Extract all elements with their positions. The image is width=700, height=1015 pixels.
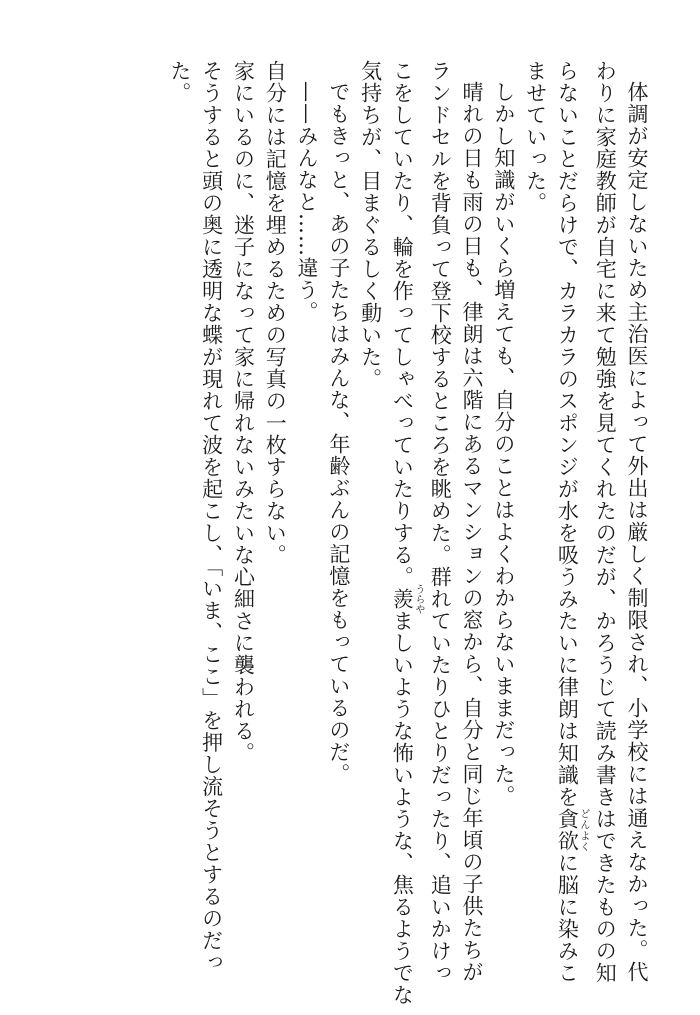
furigana-ruby: 貪欲どんよく	[555, 808, 589, 852]
text-line: 気持ちが、目まぐるしく動いた。	[358, 60, 383, 390]
body-text	[163, 60, 652, 1006]
text-line: 自分には記憶を埋めるための写真の一枚すらない。	[263, 60, 288, 566]
furigana-ruby: 羨うらや	[390, 584, 424, 614]
text-line: ませていった。	[523, 60, 548, 214]
text-line: らないことだらけで、カラカラのスポンジが水を吸うみたいに律朗は知識を貪欲どんよくに脳に染みこ	[555, 60, 589, 984]
text-line: でもきっと、あの子たちはみんな、年齢ぶんの記憶をもっているのだ。	[326, 81, 351, 785]
text-line: 体調が安定しないため主治医によって外出は厳しく制限され、小学校には通えなかった。代	[625, 81, 649, 983]
text-line: 晴れの日も雨の日も、律朗は六階にあるマンションの窓から、自分と同じ年頃の子供たちが	[460, 81, 485, 983]
text-line: そうすると頭の奥に透明な蝶が現れて波を起こし、「いま、ここ」を押し流そうとするのだっ	[199, 60, 224, 974]
text-line: ランドセルを背負って登下校するところを眺めた。群れていたりひとりだったり、追いかけっ	[428, 60, 453, 984]
text-line: こをしていたり、輪を作ってしゃべっていたりする。羨うらやましいような怖いような、焦るようでな	[390, 60, 424, 1006]
text-line: ——みんなと……違う。	[295, 81, 320, 323]
text-line: しかし知識がいくら増えても、自分のことはよくわからないままだった。	[491, 81, 516, 807]
text-line: た。	[167, 60, 192, 104]
text-line: 家にいるのに、迷子になって家に帰れないみたいな心細さに襲われる。	[231, 60, 256, 764]
text-line: わりに家庭教師が自宅に来て勉強を見てくれたのだが、かろうじて読み書きはできたものの知	[593, 60, 618, 984]
